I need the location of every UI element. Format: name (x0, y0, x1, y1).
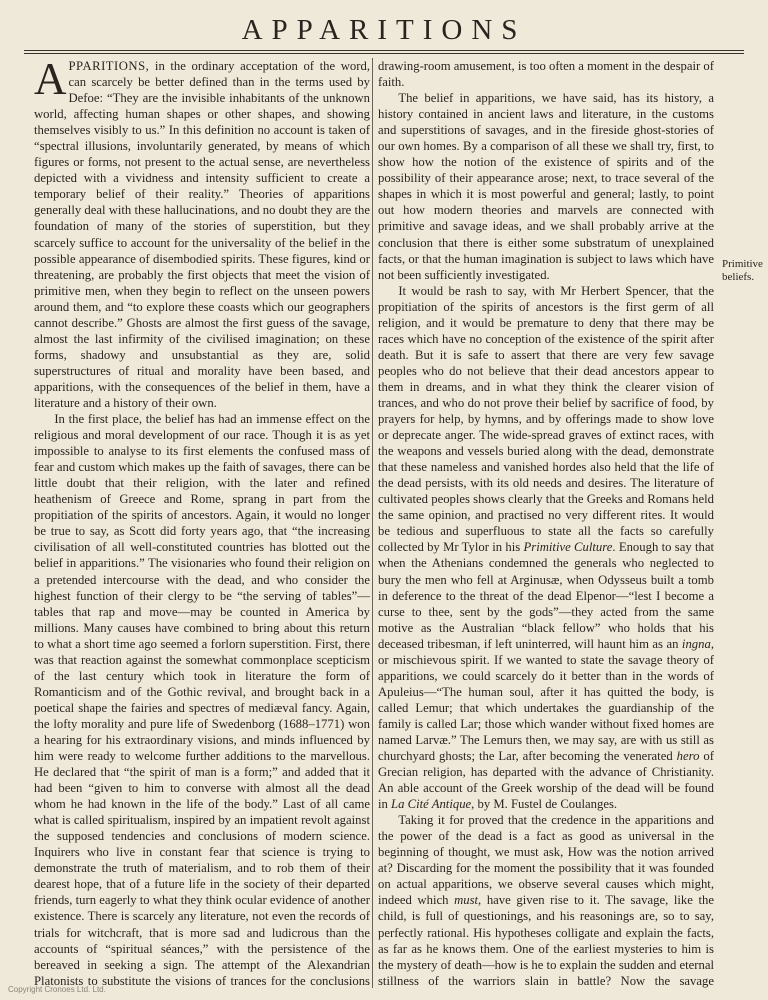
title-rule-lower (24, 53, 744, 54)
paragraph-4-text-a: It would be rash to say, with Mr Herbert Spencer, that the propitiation of the spirits of ancestors is the first germ of all religion, and it would be premature to deny that there may be races which have no conception of the existence of the spirit after death. But it is safe to assert that there are very few savage peoples who do not believe that their dead ancestors appear to them in dreams, and in what they think the clearer vision of trances, and who do not prove their belief by sacrifice of food, by prayers for help, by hymns, and by offerings made to show love or deprecate anger. The wide-spread graves of extinct races, with the weapons and vessels buried along with the dead, demonstrate that these nameless and vanished hordes also held that the life of the dead persists, with its old needs and desires. The literature of cultivated peoples shows clearly that the Greeks and Romans held the same opinion, and practised no very different rites. It would be tedious and superfluous to state all the facts so carefully collected by Mr Tylor in his (378, 283, 714, 555)
title-rule-upper (24, 50, 744, 51)
column-divider (372, 58, 373, 988)
italic-term-ingna: ingna (681, 636, 711, 651)
italic-term-must: must (454, 893, 479, 908)
margin-note: Primitive beliefs. (722, 258, 763, 283)
drop-cap: A (34, 58, 67, 104)
paragraph-5 (378, 812, 714, 988)
paragraph-4-text-b: . Enough to say that when the Athenians condemned the generals who neglected to bury the men who fell at Arginusæ, when Odysseus built a tomb in deference to the threat of the dead Elpenor—“lest I become a curse to thee, sent by the gods”—they acted from the same motive as the Australian “black fellow” who holds that his deceased tribesman, if left uninterred, will haunt him as an (378, 540, 714, 651)
left-column (34, 58, 370, 988)
page-title: APPARITIONS (241, 14, 527, 46)
italic-term-hero: hero (676, 749, 700, 764)
paragraph-4 (378, 283, 714, 813)
paragraph-1-text: in the ordinary acceptation of the word, can scarcely be better defined than in the terms used by Defoe: “They are the invisible inhabitants of the unknown world, affecting human shapes or other shapes, and showing themselves visibly to us.” In this definition no account is taken of “spectral illusions, involuntarily generated, by means of which figures or forms, not present to the actual sense, are nevertheless depicted with a vividness and intensity sufficient to create a temporary belief of their reality.” Theories of apparitions generally deal with these hallucinations, and no doubt they are the foundation of many of the stories of superstition, but they scarcely suffice to account for the universality of the belief in the possible appearance of disembodied spirits. These figures, kind or threatening, are probably the first objects that meet the vision of primitive men, when they begin to reflect on the unseen powers around them, and “to explore these coasts which our geographers cannot describe.” Ghosts are almost the first guess of the savage, almost the last infirmity of the civilised imagination; on these forms, shadowy and unsubstantial as they are, solid superstructures of ritual and morality have been based, and apparitions, with the consequences of the belief in them, have a literature and a history of their own. (34, 59, 370, 410)
paragraph-5-text-b: , have given rise to it. The savage, like the child, is full of questionings, and his reasonings are, so to say, perfectly rational. His hypotheses colligate and explain the facts, as far as he knows them. One of the earliest mysteries to him is the mystery of death—how is he to explain the sudden and eternal stillness of the warriors slain in battle? Now the savage (378, 893, 714, 988)
paragraph-5-text-a: Taking it for proved that the credence in the apparitions and the power of the dead is a fact as good as universal in the beginning of thought, we must ask, How was the notion arrived at? Discarding for the moment the possibility that it was founded on actual apparitions, we observe several causes which might, indeed which (378, 813, 714, 908)
opening-word: PPARITIONS, (68, 59, 150, 73)
book-title-la-cite-antique: La Cité Antique (391, 797, 472, 812)
right-column (378, 58, 714, 988)
paragraph-1 (34, 58, 370, 411)
paragraph-continuation: drawing-room amusement, is too often a moment in the despair of faith. (378, 59, 714, 90)
copyright-watermark: Copyright Cronoes Ltd. Ltd. (8, 985, 106, 994)
paragraph-4-text-d: of Grecian religion, has departed with the advance of Christianity. An able account of the Greek worship of the dead will be found in (378, 749, 714, 812)
paragraph-4-text-e: , by M. Fustel de Coulanges. (471, 797, 618, 812)
paragraph-4-text-c: , or mischievous spirit. If we wanted to state the savage theory of apparitions, we could scarcely do it better than in the words of Apuleius—“The human soul, after it has quitted the body, is called Lemur; that which undertakes the guardianship of the family is called Lar; those which wander without fixed homes are named Larvæ.” The Lemurs then, we may say, are with us still as churchyard ghosts; the Lar, after becoming the venerated (378, 636, 714, 764)
paragraph-2: In the first place, the belief has had an immense effect on the religious and moral development of our race. Though it is as yet impossible to analyse to its first elements the confused mass of fear and custom which makes up the faith of savages, there can be little doubt that their religion, with the later and refined heathenism of Greece and Rome, sprang in part from the propitiation of the spirits of ancestors. Again, it would no longer be true to say, as Scott did forty years ago, that “the increasing civilisation of all well-constituted countries has blotted out the belief in apparitions.” The visionaries who found their religion on a pretended intercourse with the dead, and who consider the highest function of their clergy to be “the serving of tables”—tables that rap and move—may be counted in America by millions. Many causes have combined to bring about this return to what a short time ago seemed a forlorn superstition. First, there was that reaction against the somewhat commonplace scepticism of the last century which took in literature the form of Romanticism and of the Gothic revival, and brought back in a poetical shape the fairies and spectres of mediæval fancy. Again, the lofty morality and pure life of Swedenborg (1688–1771) won a hearing for his extraordinary visions, and minds influenced by him were ready to welcome further additions to the marvellous. He declared that “the spirit of man is a form;” and added that it had been “given to him to converse with almost all the dead whom he had known in the life of the body.” Last of all came what is called spiritualism, inspired by an impatient revolt against the supposed tendencies and conclusions of modern science. Inquirers who live in constant fear that science is trying to demonstrate the truth of materialism, and to rob them of their dearest hope, that of a future life in the society of their departed friends, turn eagerly to what they think ocular evidence of another existence. There is scarcely any literature, not even the records of trials for witchcraft, that is more sad and ludicrous than the accounts of “spiritual séances,” with the persistence of the bereaved in seeking a sign. The attempt of the Alexandrian Platonists to substitute the visions of trances for the conclusions (34, 412, 370, 988)
paragraph-3: The belief in apparitions, we have said, has its history, a history contained in ancient laws and literature, in the customs and superstitions of savages, and in the fireside ghost-stories of our own homes. By a comparison of all these we shall try, first, to show how the notion of the existence of spirits and of the possibility of their appearance arose; next, to trace several of the shapes in which it is most powerful and general; lastly, to point out how modern theories and marvels are connected with primitive and savage ideas, and we shall probably arrive at the conclusion that there is either some substratum of unexplained facts, or that the human imagination is subject to laws which have not been sufficiently investigated. (378, 91, 714, 282)
book-title-primitive-culture: Primitive Culture (523, 540, 613, 555)
